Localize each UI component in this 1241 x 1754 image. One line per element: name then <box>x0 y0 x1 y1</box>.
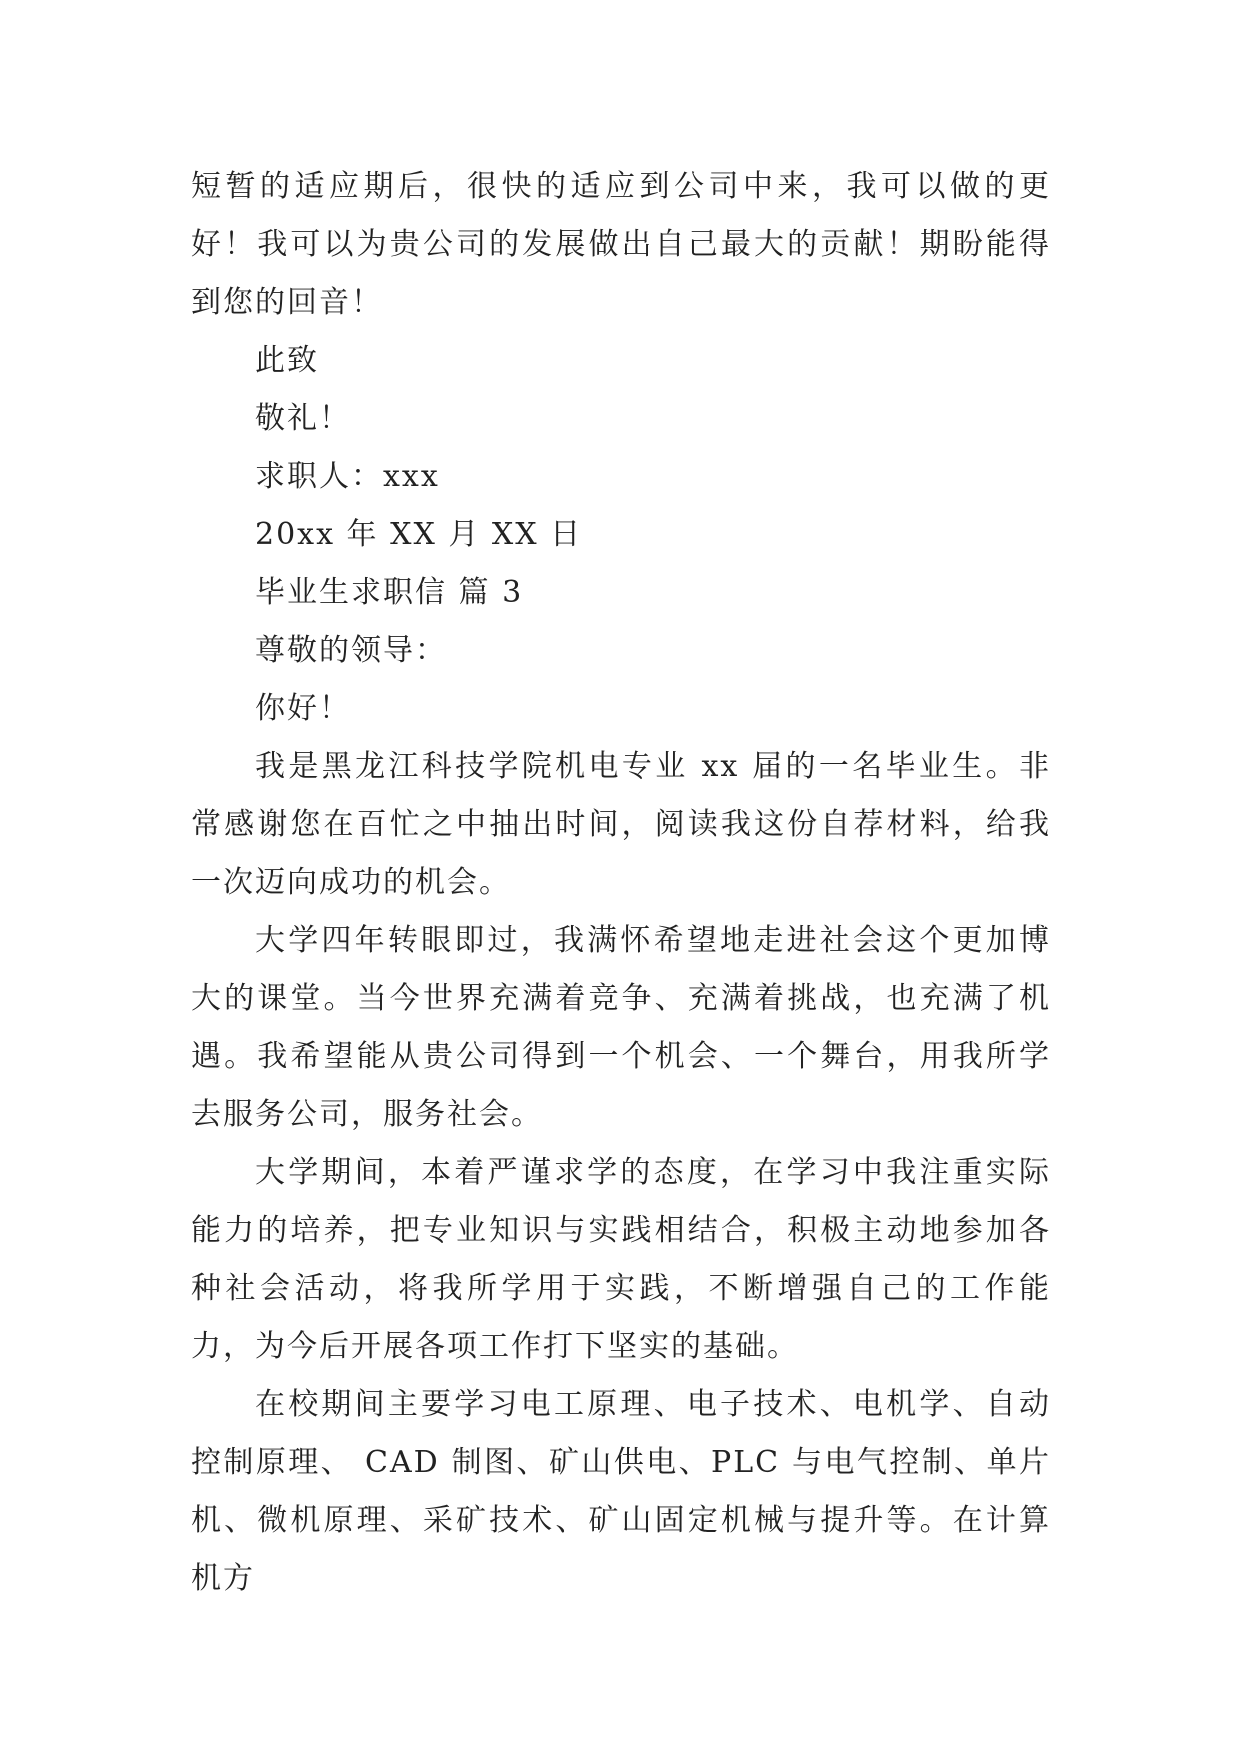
greeting: 你好！ <box>255 691 351 726</box>
closing-line-2: 敬礼！ <box>255 401 351 436</box>
section-title: 毕业生求职信 篇 3 <box>255 575 524 610</box>
paragraph-2: 大学四年转眼即过，我满怀希望地走进社会这个更加博大的课堂。当今世界充满着竞争、充满着挑战，也充满了机遇。我希望能从贵公司得到一个机会、一个舞台，用我所学去服务公司，服务社会。 <box>191 923 1051 1132</box>
paragraph-4: 在校期间主要学习电工原理、电子技术、电机学、自动控制原理、 CAD 制图、矿山供电、PLC 与电气控制、单片机、微机原理、采矿技术、矿山固定机械与提升等。在计算机方 <box>191 1387 1051 1596</box>
paragraph-1: 我是黑龙江科技学院机电专业 xx 届的一名毕业生。非常感谢您在百忙之中抽出时间，阅读我这份自荐材料，给我一次迈向成功的机会。 <box>191 749 1051 900</box>
document-body <box>191 158 1051 1608</box>
closing-line-1: 此致 <box>255 343 319 378</box>
salutation: 尊敬的领导： <box>255 633 447 668</box>
signature-line: 求职人：xxx <box>255 459 440 494</box>
paragraph-3: 大学期间，本着严谨求学的态度，在学习中我注重实际能力的培养，把专业知识与实践相结合，积极主动地参加各种社会活动，将我所学用于实践，不断增强自己的工作能力，为今后开展各项工作打下坚实的基础。 <box>191 1155 1051 1364</box>
paragraph-continued: 短暂的适应期后，很快的适应到公司中来，我可以做的更好！我可以为贵公司的发展做出自己最大的贡献！期盼能得到您的回音！ <box>191 169 1051 320</box>
date-line: 20xx 年 XX 月 XX 日 <box>255 517 583 552</box>
